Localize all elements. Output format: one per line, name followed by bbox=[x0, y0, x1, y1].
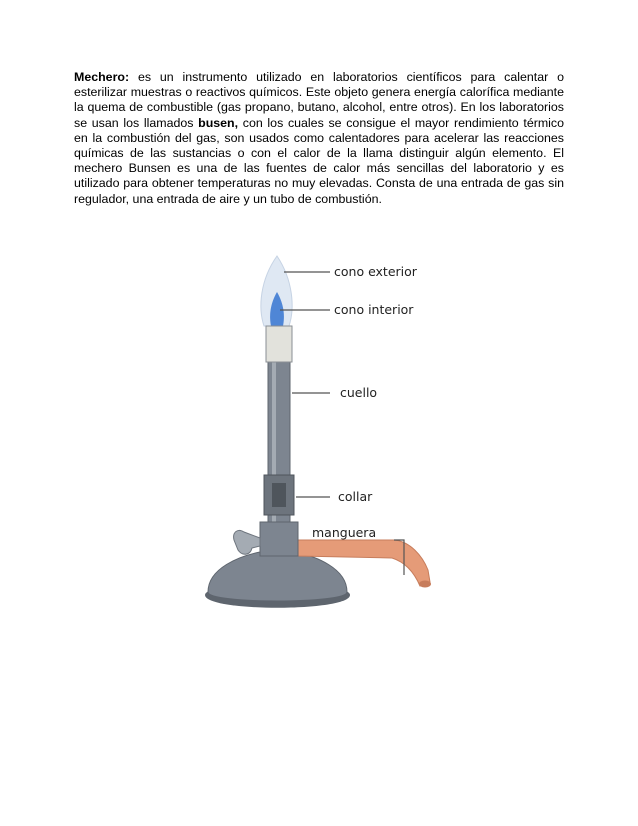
paragraph-text-part-1: es un instrumento utilizado en laboratorios científicos para calentar o esterilizar muestras o reactivos químicos. Este objeto genera energía calorífica mediante la quema de combustible (gas propano, butano, alcohol, entre otros). En los laboratorios se usan los llamados bbox=[74, 70, 564, 130]
hose-end bbox=[419, 581, 431, 588]
gas-inlet-block bbox=[260, 522, 298, 556]
label-neck: cuello bbox=[340, 385, 378, 400]
burner-tip bbox=[266, 326, 292, 362]
description-paragraph bbox=[74, 70, 564, 207]
label-inner-cone: cono interior bbox=[334, 302, 414, 317]
term-mechero: Mechero: bbox=[74, 70, 130, 84]
valve-knob bbox=[234, 530, 260, 554]
bunsen-burner-figure bbox=[200, 250, 450, 620]
label-collar: collar bbox=[338, 489, 373, 504]
burner-base bbox=[208, 552, 347, 601]
bunsen-burner-diagram bbox=[200, 250, 450, 620]
paragraph-text-part-2: con los cuales se consigue el mayor rendimiento térmico en la combustión del gas, son usados como calentadores para acelerar las reacciones químicas de las sustancias o con el calor de la llama distinguir algún elemento. El mechero Bunsen es una de las fuentes de calor más sencillas del laboratorio y es utilizado para obtener temperaturas no muy elevadas. Consta de una entrada de gas sin regulador, una entrada de aire y un tubo de combustión. bbox=[74, 115, 565, 206]
label-hose: manguera bbox=[312, 525, 377, 540]
collar-air-hole bbox=[272, 483, 286, 507]
term-busen: busen, bbox=[198, 115, 239, 130]
label-outer-cone: cono exterior bbox=[334, 264, 417, 279]
